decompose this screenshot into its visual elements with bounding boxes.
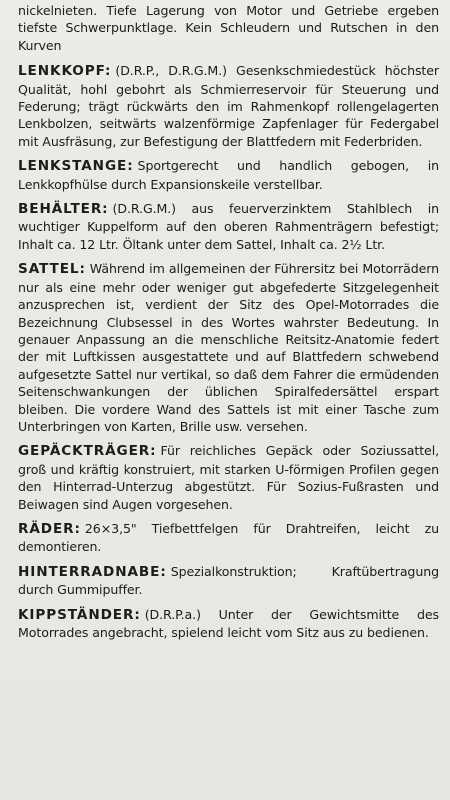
section-text: (D.R.P.a.) Unter der Gewichtsmitte des Motorrades angebracht, spielend leicht vom Sitz aus zu bedienen.	[18, 606, 439, 640]
section-term: KIPPSTÄNDER:	[18, 606, 141, 623]
section-text: Spezialkonstruktion; Kraftübertragung durch Gummipuffer.	[18, 563, 439, 598]
section-text: Während im allgemeinen der Führersitz bei Motorrädern nur als eine mehr oder weniger gut abgefederte Sitzgelegenheit anzusprechen ist, verdient der Sitz des Opel-Motorrades die Bezeichnung Clubsessel in des Wortes wahrster Bedeutung. In genauer Anpassung an die menschliche Reitsitz-Anatomie federt der mit Luftkissen ausgestattete und auf Blattfedern schwebend aufgesetzte Sattel nur vertikal, so daß dem Fahrer die ermüdenden Seitenschwankungen der üblichen Spiralfedersättel erspart bleiben. Die vordere Wand des Sattels ist mit einer Tasche zum Unterbringen von Karten, Brille usw. versehen.	[18, 261, 439, 434]
section-text: (D.R.P., D.R.G.M.) Gesenkschmiedestück höchster Qualität, hohl gebohrt als Schmierreservoir für Steuerung und Federung; trägt rückwärts den im Rahmenkopf rollengelagerten Lenkbolzen, seitwärts walzenförmige Zapfenlager für Federgabel mit Ausfräsung, zur Befestigung der Blattfedern mit Federbriden.	[18, 63, 439, 149]
section-text: 26×3,5" Tiefbettfelgen für Drahtreifen, leicht zu demontieren.	[18, 520, 439, 555]
section-term: RÄDER:	[18, 520, 81, 537]
section-term: SATTEL:	[18, 261, 86, 278]
section-behaelter	[18, 200, 439, 253]
section-term: HINTERRADNABE:	[18, 563, 167, 580]
section-hinterradnabe	[18, 563, 439, 599]
section-gepaecktraeger	[18, 442, 439, 513]
intro-text: nickelnieten. Tiefe Lagerung von Motor und Getriebe ergeben tiefste Schwerpunktlage. Kein Schleudern und Rutschen in den Kurven	[18, 3, 439, 53]
section-term: GEPÄCKTRÄGER:	[18, 443, 157, 460]
section-lenkstange	[18, 157, 439, 193]
section-term: BEHÄLTER:	[18, 201, 109, 218]
section-kippstaender	[18, 606, 439, 642]
section-sattel	[18, 260, 439, 435]
section-term: LENKSTANGE:	[18, 158, 134, 175]
intro-paragraph	[18, 2, 439, 54]
section-text: Für reichliches Gepäck oder Soziussattel, groß und kräftig konstruiert, mit starken U-förmigen Profilen gegen den Hinterrad-Unterzug abgestützt. Für Sozius-Fußrasten und Beiwagen sind Augen vorgesehen.	[18, 443, 439, 512]
section-term: LENKKOPF:	[18, 63, 112, 80]
section-lenkkopf	[18, 62, 439, 150]
section-raeder	[18, 520, 439, 556]
section-text: (D.R.G.M.) aus feuerverzinktem Stahlblech in wuchtiger Kuppelform auf den oberen Rahmenträgern befestigt; Inhalt ca. 12 Ltr. Öltank unter dem Sattel, Inhalt ca. 2½ Ltr.	[18, 201, 439, 252]
section-text: Sportgerecht und handlich gebogen, in Lenkkopfhülse durch Expansionskeile verstellbar.	[18, 158, 439, 192]
